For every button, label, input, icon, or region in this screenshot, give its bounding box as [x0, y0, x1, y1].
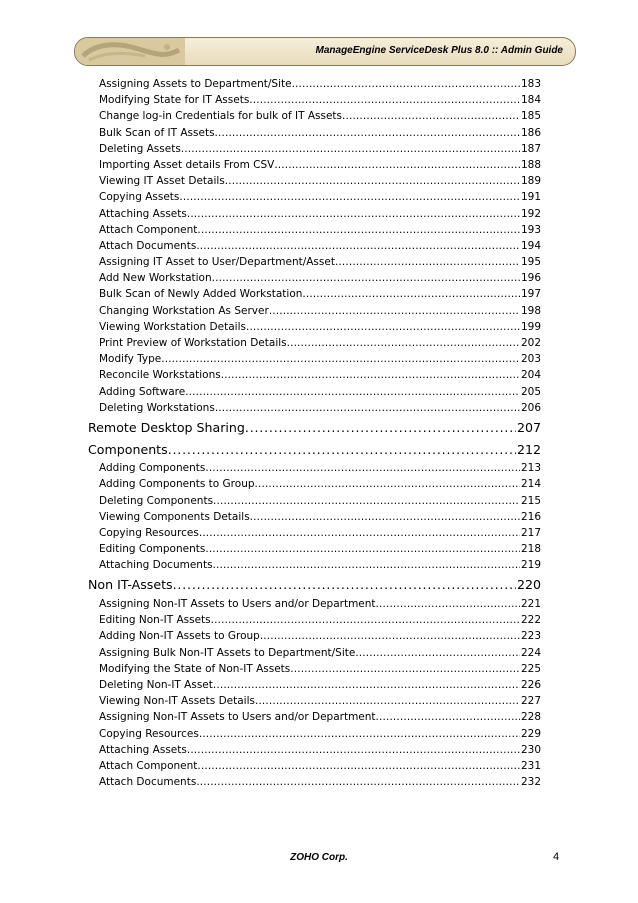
toc-entry-title: Assigning Assets to Department/Site	[99, 78, 292, 90]
table-of-contents	[88, 76, 541, 790]
toc-dot-leader	[260, 628, 520, 644]
toc-entry-page: 199	[520, 320, 541, 333]
toc-entry[interactable]	[88, 173, 541, 189]
toc-entry-page: 195	[520, 256, 541, 269]
toc-dot-leader	[246, 319, 520, 335]
toc-entry[interactable]	[88, 476, 541, 492]
toc-entry-title: Bulk Scan of IT Assets	[99, 126, 215, 139]
toc-entry-page: 229	[520, 727, 541, 740]
toc-entry-page: 185	[520, 110, 541, 123]
toc-entry[interactable]	[88, 693, 541, 709]
toc-entry-page: 198	[520, 304, 541, 317]
toc-dot-leader	[213, 493, 520, 509]
toc-entry-title: Attaching Documents	[99, 559, 213, 572]
toc-entry-page: 222	[520, 614, 541, 627]
toc-entry-title: Adding Software	[99, 385, 186, 398]
toc-entry[interactable]	[88, 286, 541, 302]
toc-entry-page: 220	[516, 577, 541, 593]
toc-dot-leader	[215, 125, 520, 141]
toc-entry-title: Viewing Components Details	[99, 510, 250, 523]
toc-entry-title: Changing Workstation As Server	[99, 304, 269, 317]
toc-entry-page: 184	[520, 94, 541, 107]
toc-entry-page: 203	[520, 353, 541, 366]
toc-dot-leader	[196, 774, 520, 790]
toc-entry-page: 197	[520, 288, 541, 301]
toc-entry[interactable]	[88, 384, 541, 400]
toc-dot-leader	[211, 612, 520, 628]
toc-dot-leader	[213, 677, 520, 693]
toc-dot-leader	[302, 286, 520, 302]
toc-entry[interactable]	[88, 557, 541, 573]
toc-entry-page: 207	[516, 419, 541, 435]
toc-entry[interactable]	[88, 319, 541, 335]
toc-entry-title: Modifying the State of Non-IT Assets	[99, 662, 291, 675]
toc-dot-leader	[342, 108, 520, 124]
toc-entry[interactable]	[88, 254, 541, 270]
toc-entry-title: Attach Component	[99, 223, 198, 236]
toc-entry-page: 232	[520, 776, 541, 789]
toc-entry-title: Copying Assets	[99, 191, 180, 204]
toc-dot-leader	[205, 541, 520, 557]
toc-entry-title: Change log-in Credentials for bulk of IT Assets	[99, 110, 343, 123]
header-decoration-image	[75, 38, 185, 65]
toc-entry-title: Modifying State for IT Assets	[99, 94, 250, 107]
toc-entry[interactable]	[88, 612, 541, 628]
toc-entry-title: Assigning Non-IT Assets to Users and/or Department	[99, 711, 376, 724]
toc-dot-leader	[212, 270, 520, 286]
toc-entry-title: Modify Type	[99, 353, 162, 366]
toc-entry-title: Viewing Workstation Details	[99, 320, 246, 333]
toc-entry[interactable]	[88, 541, 541, 557]
toc-entry-title: Editing Non-IT Assets	[99, 614, 211, 627]
toc-dot-leader	[335, 254, 520, 270]
toc-entry-page: 196	[520, 272, 541, 285]
toc-entry-page: 186	[520, 126, 541, 139]
toc-entry-page: 230	[520, 743, 541, 756]
toc-dot-leader	[187, 206, 520, 222]
toc-entry[interactable]	[88, 493, 541, 509]
toc-entry[interactable]	[88, 645, 541, 661]
toc-dot-leader	[215, 400, 520, 416]
toc-entry-page: 221	[520, 598, 541, 611]
toc-entry-title: Add New Workstation	[99, 272, 212, 285]
toc-section-entry[interactable]	[88, 418, 541, 438]
toc-entry-title: Attach Documents	[99, 239, 197, 252]
toc-entry-title: Remote Desktop Sharing	[88, 419, 245, 435]
toc-entry-title: Reconcile Workstations	[99, 369, 221, 382]
toc-entry[interactable]	[88, 238, 541, 254]
toc-entry-title: Non IT-Assets	[88, 577, 173, 593]
toc-dot-leader	[355, 645, 520, 661]
toc-dot-leader	[269, 303, 520, 319]
toc-dot-leader	[213, 557, 520, 573]
toc-entry-page: 187	[520, 142, 541, 155]
toc-entry-title: Deleting Non-IT Asset	[99, 678, 213, 691]
toc-entry-page: 189	[520, 175, 541, 188]
toc-dot-leader	[245, 418, 516, 438]
toc-dot-leader	[249, 92, 520, 108]
toc-dot-leader	[199, 525, 520, 541]
toc-dot-leader	[250, 509, 520, 525]
toc-dot-leader	[197, 758, 520, 774]
toc-entry[interactable]	[88, 76, 541, 92]
toc-entry-page: 224	[520, 646, 541, 659]
toc-entry-page: 193	[520, 223, 541, 236]
toc-entry[interactable]	[88, 125, 541, 141]
toc-entry-page: 225	[520, 662, 541, 675]
footer-company: ZOHO Corp.	[290, 852, 348, 863]
toc-entry[interactable]	[88, 206, 541, 222]
toc-entry[interactable]	[88, 709, 541, 725]
toc-dot-leader	[376, 596, 520, 612]
toc-entry-title: Adding Non-IT Assets to Group	[99, 630, 260, 643]
toc-entry-page: 205	[520, 385, 541, 398]
toc-entry-title: Copying Resources	[99, 526, 199, 539]
toc-entry-page: 204	[520, 369, 541, 382]
toc-entry-page: 218	[520, 543, 541, 556]
toc-entry-page: 228	[520, 711, 541, 724]
toc-section-entry[interactable]	[88, 575, 541, 595]
toc-entry[interactable]	[88, 270, 541, 286]
toc-entry-title: Bulk Scan of Newly Added Workstation	[99, 288, 303, 301]
toc-dot-leader	[255, 476, 520, 492]
toc-entry-page: 212	[516, 441, 541, 457]
toc-entry-page: 223	[520, 630, 541, 643]
toc-entry[interactable]	[88, 726, 541, 742]
page-header	[74, 37, 576, 66]
toc-entry-page: 217	[520, 526, 541, 539]
toc-entry-page: 214	[520, 478, 541, 491]
toc-dot-leader	[168, 440, 516, 460]
toc-entry-title: Attaching Assets	[99, 207, 187, 220]
toc-entry-page: 192	[520, 207, 541, 220]
toc-entry-title: Attach Component	[99, 759, 198, 772]
toc-entry-title: Assigning IT Asset to User/Department/Asset	[99, 256, 335, 269]
toc-entry[interactable]	[88, 628, 541, 644]
toc-entry[interactable]	[88, 351, 541, 367]
toc-entry-title: Editing Components	[99, 543, 206, 556]
toc-dot-leader	[290, 661, 520, 677]
toc-entry[interactable]	[88, 677, 541, 693]
toc-dot-leader	[274, 157, 520, 173]
toc-entry-title: Copying Resources	[99, 727, 199, 740]
toc-entry-title: Attach Documents	[99, 776, 197, 789]
toc-dot-leader	[292, 76, 520, 92]
toc-entry[interactable]	[88, 335, 541, 351]
toc-entry-page: 194	[520, 239, 541, 252]
toc-entry-page: 231	[520, 759, 541, 772]
toc-dot-leader	[205, 460, 520, 476]
toc-entry[interactable]	[88, 661, 541, 677]
toc-entry-title: Print Preview of Workstation Details	[99, 337, 287, 349]
toc-dot-leader	[185, 384, 520, 400]
toc-dot-leader	[161, 351, 520, 367]
toc-entry-title: Assigning Bulk Non-IT Assets to Department/Site	[99, 646, 356, 659]
toc-entry[interactable]	[88, 157, 541, 173]
toc-entry[interactable]	[88, 758, 541, 774]
toc-entry[interactable]	[88, 525, 541, 541]
toc-entry-title: Adding Components to Group	[99, 478, 255, 491]
toc-entry-page: 191	[520, 191, 541, 204]
toc-entry-title: Adding Components	[99, 462, 206, 475]
toc-entry[interactable]	[88, 509, 541, 525]
toc-entry-title: Attaching Assets	[99, 743, 187, 756]
toc-entry-title: Assigning Non-IT Assets to Users and/or Department	[99, 598, 376, 611]
toc-entry[interactable]	[88, 774, 541, 790]
toc-dot-leader	[187, 742, 520, 758]
toc-entry[interactable]	[88, 189, 541, 205]
toc-entry-page: 226	[520, 678, 541, 691]
toc-dot-leader	[196, 238, 520, 254]
toc-entry-title: Deleting Workstations	[99, 401, 215, 414]
toc-dot-leader	[173, 575, 516, 595]
toc-dot-leader	[199, 726, 520, 742]
toc-entry[interactable]	[88, 141, 541, 157]
toc-dot-leader	[197, 222, 520, 238]
toc-entry-page: 227	[520, 695, 541, 708]
toc-entry-title: Importing Asset details From CSV	[99, 158, 275, 171]
toc-entry-title: Components	[88, 441, 168, 457]
toc-dot-leader	[179, 189, 520, 205]
toc-entry-page: 219	[520, 559, 541, 572]
toc-entry[interactable]	[88, 367, 541, 383]
toc-entry-page: 188	[520, 158, 541, 171]
toc-entry[interactable]	[88, 742, 541, 758]
footer-page-number: 4	[553, 851, 560, 863]
toc-dot-leader	[287, 335, 520, 351]
toc-dot-leader	[221, 367, 520, 383]
toc-entry-title: Viewing Non-IT Assets Details	[99, 695, 255, 708]
header-title: ManageEngine ServiceDesk Plus 8.0 :: Admin Guide	[315, 45, 563, 56]
toc-entry[interactable]	[88, 222, 541, 238]
toc-entry-page: 216	[520, 510, 541, 523]
toc-entry-title: Deleting Components	[99, 494, 214, 507]
toc-dot-leader	[181, 141, 520, 157]
toc-entry[interactable]	[88, 108, 541, 124]
toc-entry[interactable]	[88, 596, 541, 612]
toc-dot-leader	[376, 709, 520, 725]
toc-entry-title: Deleting Assets	[99, 142, 181, 155]
toc-entry-page: 206	[520, 401, 541, 414]
toc-entry-page: 215	[520, 494, 541, 507]
toc-dot-leader	[225, 173, 520, 189]
toc-entry-page: 183	[520, 78, 541, 90]
toc-section-entry[interactable]	[88, 440, 541, 460]
toc-entry[interactable]	[88, 92, 541, 108]
toc-entry-title: Viewing IT Asset Details	[99, 175, 225, 188]
toc-entry[interactable]	[88, 303, 541, 319]
toc-entry-page: 213	[520, 462, 541, 475]
toc-entry[interactable]	[88, 400, 541, 416]
toc-entry[interactable]	[88, 460, 541, 476]
toc-entry-page: 202	[520, 337, 541, 349]
toc-dot-leader	[255, 693, 520, 709]
